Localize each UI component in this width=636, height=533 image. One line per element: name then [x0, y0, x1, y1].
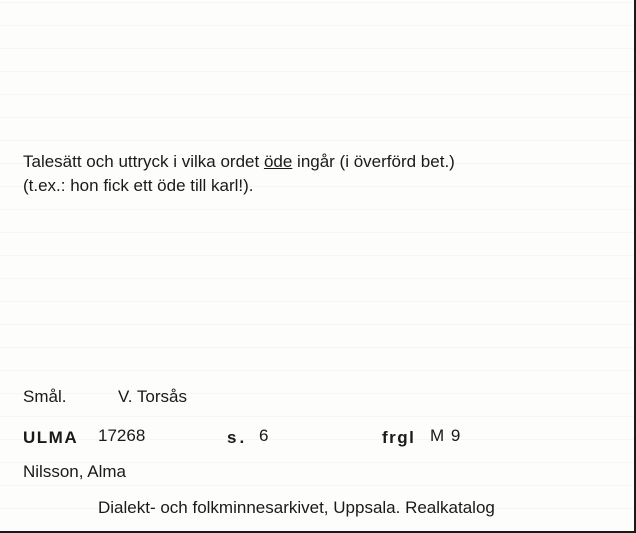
topic-keyword: öde [263, 152, 293, 171]
topic-line-1 [23, 152, 455, 172]
topic-line-1-prefix: Talesätt och uttryck i vilka ordet [23, 152, 264, 171]
archive-label: ULMA [23, 428, 79, 447]
region: Smål. [23, 387, 67, 406]
frgl-label: frgl [382, 428, 416, 447]
frgl-value: M 9 [430, 426, 462, 445]
topic-line-2: (t.ex.: hon fick ett öde till karl!). [23, 176, 254, 195]
archive-number: 17268 [98, 426, 146, 445]
page-number: 6 [259, 426, 269, 445]
page-label: s. [227, 428, 248, 447]
parish: V. Torsås [118, 387, 187, 406]
archive-footer: Dialekt- och folkminnesarkivet, Uppsala. Realkatalog [98, 498, 495, 517]
topic-line-1-suffix: ingår (i överförd bet.) [292, 152, 455, 171]
informant-name: Nilsson, Alma [23, 462, 126, 481]
